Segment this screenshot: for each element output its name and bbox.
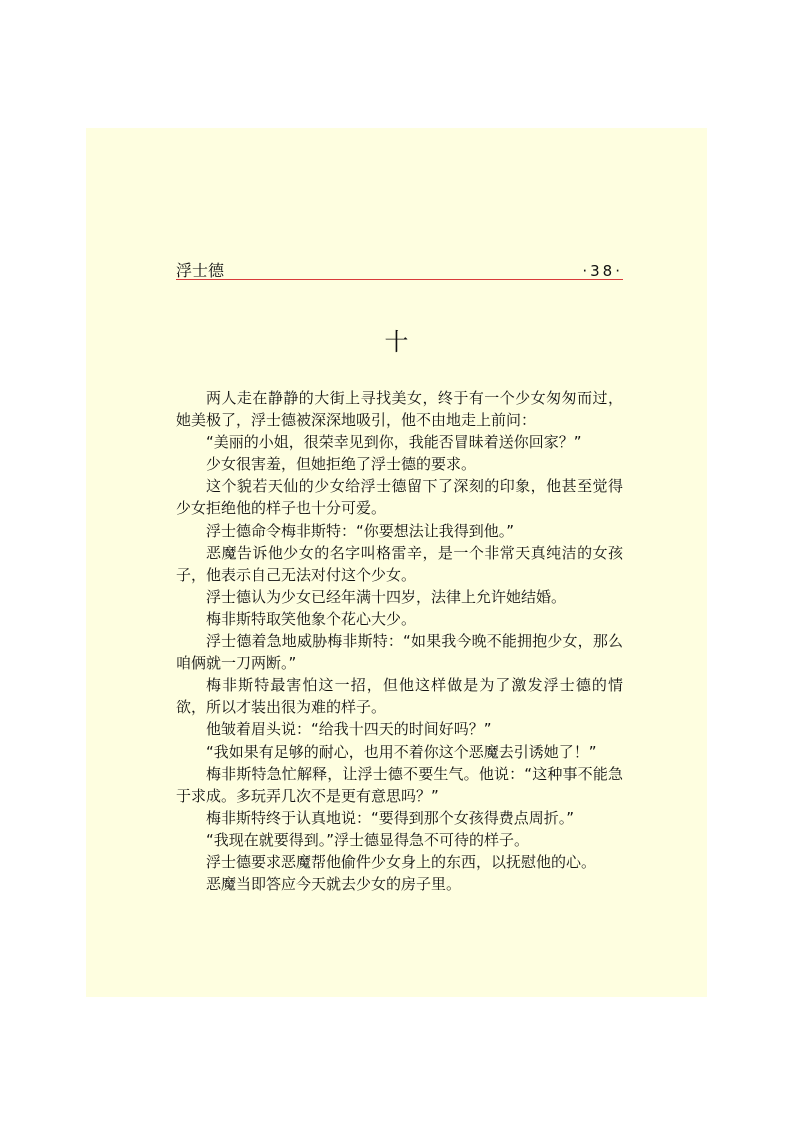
chapter-number: 十	[384, 328, 409, 356]
body-text	[176, 387, 623, 895]
paragraph: “美丽的小姐，很荣幸见到你，我能否冒昧着送你回家？”	[206, 433, 582, 452]
paragraph: 浮士德要求恶魔帮他偷件少女身上的东西，以抚慰他的心。	[206, 852, 597, 871]
paragraph: “我如果有足够的耐心，也用不着你这个恶魔去引诱她了！”	[206, 742, 597, 761]
paragraph: 梅非斯特最害怕这一招，但他这样做是为了激发浮士德的情欲，所以才装出很为难的样子。	[176, 676, 623, 717]
paragraph: 少女很害羞，但她拒绝了浮士德的要求。	[206, 455, 477, 474]
paragraph: 这个貌若天仙的少女给浮士德留下了深刻的印象，他甚至觉得少女拒绝他的样子也十分可爱。	[176, 477, 623, 518]
paragraph: 恶魔告诉他少女的名字叫格雷辛，是一个非常天真纯洁的女孩子，他表示自己无法对付这个少女。	[176, 543, 623, 584]
paragraph: 浮士德着急地威胁梅非斯特：“如果我今晚不能拥抱少女，那么咱俩就一刀两断。”	[176, 632, 623, 673]
header-book-title: 浮士德	[176, 261, 225, 280]
paragraph: 梅非斯特急忙解释，让浮士德不要生气。他说：“这种事不能急于求成。多玩弄几次不是更有意思吗？”	[176, 764, 623, 805]
header-divider	[176, 279, 623, 280]
book-page	[86, 128, 707, 997]
paragraph: 他皱着眉头说：“给我十四天的时间好吗？”	[206, 720, 492, 739]
paragraph: 浮士德命令梅非斯特：“你要想法让我得到他。”	[206, 521, 515, 540]
running-header	[176, 261, 623, 281]
paragraph: 恶魔当即答应今天就去少女的房子里。	[206, 875, 462, 894]
paragraph: 两人走在静静的大街上寻找美女，终于有一个少女匆匆而过，她美极了，浮士德被深深地吸引，他不由地走上前问：	[176, 389, 623, 430]
paragraph: 浮士德认为少女已经年满十四岁，法律上允许她结婚。	[206, 587, 567, 606]
page-number: ·38·	[582, 262, 623, 280]
paragraph: 梅非斯特终于认真地说：“要得到那个女孩得费点周折。”	[206, 808, 575, 827]
paragraph: 梅非斯特取笑他象个花心大少。	[206, 609, 417, 628]
paragraph: “我现在就要得到。”浮士德显得急不可待的样子。	[206, 830, 530, 849]
